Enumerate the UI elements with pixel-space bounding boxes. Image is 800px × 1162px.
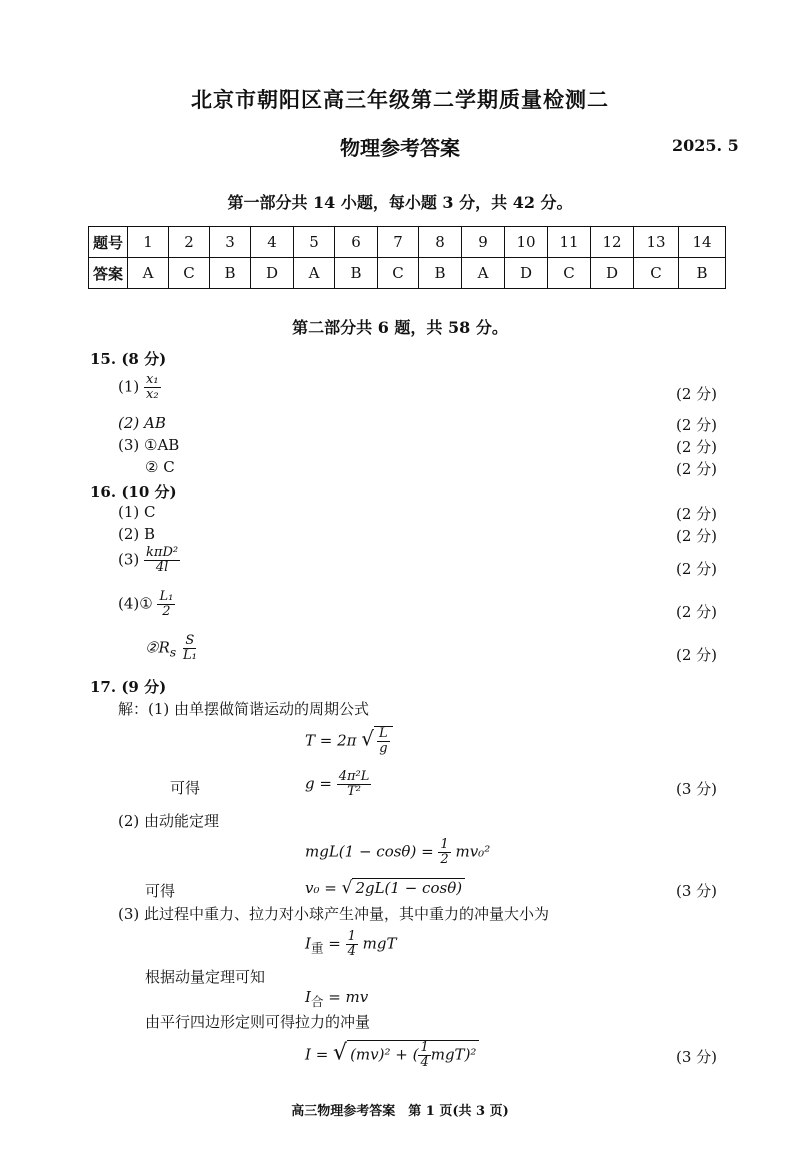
fraction: [346, 930, 358, 959]
question-number-cell: 14: [679, 227, 726, 258]
answer-cell: D: [505, 258, 548, 289]
sqrt-icon: √: [333, 1040, 348, 1066]
part1-heading: 第一部分共 14 小题，每小题 3 分，共 42 分。: [227, 193, 573, 212]
q15-answer-3: (3) ①AB: [118, 436, 180, 454]
formula-left: mgL(1 − cosθ) =: [305, 842, 434, 861]
subscript: 合: [310, 994, 324, 1009]
sqrt-icon: √: [361, 726, 375, 751]
points: (3 分): [676, 882, 718, 900]
points: (2 分): [676, 505, 718, 523]
numerator: 4π²L: [338, 769, 370, 784]
q17-part3-intro: (3) 此过程中重力、拉力对小球产生冲量，其中重力的冲量大小为: [118, 905, 550, 923]
row-label: 答案: [89, 258, 128, 289]
answer-table: [88, 226, 726, 289]
page-footer: 高三物理参考答案 第 1 页(共 3 页): [291, 1104, 509, 1119]
answer-cell: A: [128, 258, 169, 289]
answer-cell: D: [591, 258, 634, 289]
parallelogram-text: 由平行四边形定则可得拉力的冲量: [145, 1013, 371, 1031]
points: (2 分): [676, 438, 718, 456]
question-number-cell: 3: [210, 227, 251, 258]
term-a: (mv)² + (: [350, 1045, 419, 1064]
sqrt-content: 2gL(1 − cosθ): [352, 878, 465, 897]
numerator: S: [185, 633, 195, 648]
denominator: g: [379, 741, 388, 756]
q15-answer-4: ② C: [145, 458, 175, 476]
fraction: [144, 546, 180, 575]
part2-heading: 第二部分共 6 题，共 58 分。: [292, 318, 508, 337]
fraction: [157, 590, 175, 619]
sqrt-content: [374, 726, 393, 756]
answer-row: [89, 258, 726, 289]
denominator: x₂: [146, 387, 159, 402]
answer-cell: C: [634, 258, 679, 289]
formula-left: I =: [305, 1045, 329, 1064]
answer-cell: A: [462, 258, 505, 289]
q17-header: 17. (9 分): [90, 678, 167, 696]
numerator: 1: [420, 1040, 429, 1055]
formula-left: v₀ =: [305, 879, 337, 897]
period-formula: [305, 726, 393, 756]
question-number-cell: 8: [419, 227, 462, 258]
page-subtitle: 物理参考答案: [340, 136, 460, 160]
denominator: 2: [162, 604, 171, 619]
sqrt-icon: √: [341, 878, 353, 898]
q16-header: 16. (10 分): [90, 483, 177, 501]
tension-impulse-formula: [305, 1040, 479, 1070]
q17-part1-intro: 解：(1) 由单摆做简谐运动的周期公式: [118, 700, 370, 718]
sqrt-content: [347, 1040, 479, 1070]
points: (3 分): [676, 1048, 718, 1066]
points: (2 分): [676, 416, 718, 434]
q15-answer-2: (2) AB: [118, 414, 166, 432]
question-number-cell: 13: [634, 227, 679, 258]
g-formula: [305, 770, 371, 799]
answer-cell: C: [378, 258, 419, 289]
kede-label: 可得: [170, 779, 201, 797]
question-number-cell: 2: [169, 227, 210, 258]
row-label: 题号: [89, 227, 128, 258]
label: (4)①: [118, 594, 153, 613]
question-number-cell: 5: [294, 227, 335, 258]
answer-cell: B: [679, 258, 726, 289]
label: ②R: [145, 638, 170, 657]
answer-cell: C: [548, 258, 591, 289]
formula-left: I: [305, 988, 311, 1006]
question-number-cell: 1: [128, 227, 169, 258]
q15-header: 15. (8 分): [90, 350, 167, 368]
points: (3 分): [676, 780, 718, 798]
question-number-cell: 7: [378, 227, 419, 258]
formula-right: mgT: [362, 934, 397, 953]
numerator: 1: [440, 837, 449, 852]
denominator: 2: [440, 852, 449, 867]
energy-formula: [305, 838, 490, 867]
gravity-impulse-formula: [305, 930, 396, 959]
fraction: [337, 770, 372, 799]
answer-cell: B: [335, 258, 378, 289]
formula-left: I: [305, 934, 311, 953]
numerator: L₁: [159, 589, 174, 604]
points: (2 分): [676, 646, 718, 664]
kede-label: 可得: [145, 882, 176, 900]
net-impulse-formula: [305, 988, 368, 1010]
numerator: kπD²: [146, 545, 179, 560]
numerator: x₁: [146, 372, 159, 387]
formula-left: T = 2π: [305, 731, 357, 750]
label: (1): [118, 377, 140, 396]
numerator: 1: [347, 929, 356, 944]
equals: =: [323, 934, 341, 953]
q16-answer-5: [145, 634, 199, 663]
question-number-cell: 4: [251, 227, 294, 258]
points: (2 分): [676, 385, 718, 403]
formula-left: g =: [305, 774, 332, 793]
q16-answer-3: [118, 546, 180, 575]
label: (3): [118, 550, 140, 569]
denominator: 4: [347, 944, 356, 959]
answer-cell: C: [169, 258, 210, 289]
points: (2 分): [676, 560, 718, 578]
subscript: 重: [310, 940, 324, 956]
q16-answer-4: [118, 590, 175, 619]
question-number-cell: 10: [505, 227, 548, 258]
denominator: 4l: [155, 560, 169, 575]
points: (2 分): [676, 460, 718, 478]
answer-cell: B: [419, 258, 462, 289]
points: (2 分): [676, 603, 718, 621]
velocity-formula: [305, 878, 465, 898]
q16-answer-1: (1) C: [118, 503, 156, 521]
fraction: [377, 727, 390, 756]
fraction: [438, 838, 450, 867]
page-title: 北京市朝阳区高三年级第二学期质量检测二: [191, 87, 609, 112]
formula-right: mv₀²: [455, 842, 491, 861]
fraction: [181, 634, 199, 663]
fraction: [418, 1041, 430, 1070]
q15-answer-1: [118, 373, 161, 402]
numerator: L: [379, 726, 388, 741]
denominator: 4: [420, 1055, 429, 1070]
question-number-cell: 11: [548, 227, 591, 258]
fraction: [144, 373, 161, 402]
denominator: T²: [347, 784, 362, 799]
question-number-cell: 6: [335, 227, 378, 258]
answer-cell: A: [294, 258, 335, 289]
question-number-cell: 9: [462, 227, 505, 258]
q16-answer-2: (2) B: [118, 525, 156, 543]
term-b: mgT)²: [430, 1045, 477, 1064]
momentum-theorem-text: 根据动量定理可知: [145, 968, 266, 986]
points: (2 分): [676, 527, 718, 545]
q17-part2-intro: (2) 由动能定理: [118, 812, 220, 830]
subscript: s: [169, 644, 177, 660]
exam-date: 2025. 5: [672, 136, 739, 155]
question-number-cell: 12: [591, 227, 634, 258]
denominator: L₁: [182, 648, 197, 663]
formula-right: = mv: [323, 988, 369, 1006]
number-row: [89, 227, 726, 258]
answer-cell: D: [251, 258, 294, 289]
answer-cell: B: [210, 258, 251, 289]
